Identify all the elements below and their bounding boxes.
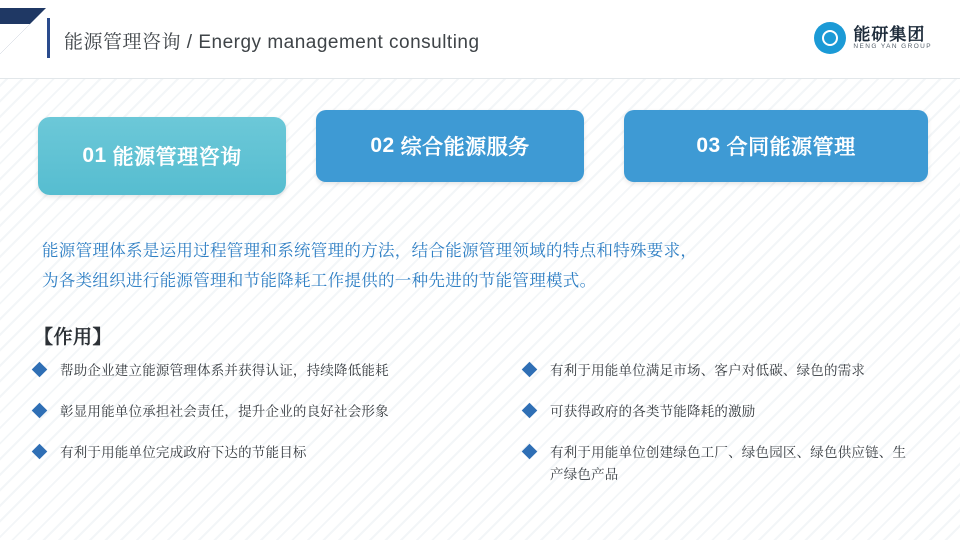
company-logo (814, 22, 932, 54)
header-accent-bar (47, 18, 50, 58)
bullet-columns (34, 360, 934, 505)
diamond-bullet-icon (522, 444, 538, 460)
tab-2-label: 综合能源服务 (400, 136, 530, 159)
list-item-label: 有利于用能单位创建绿色工厂、绿色园区、绿色供应链、生产绿色产品 (550, 445, 907, 482)
tab-1-label: 能源管理咨询 (112, 146, 242, 169)
intro-line-1: 能源管理体系是运用过程管理和系统管理的方法，结合能源管理领域的特点和特殊要求， (42, 242, 698, 260)
tab-2-number: 02 (370, 134, 395, 157)
list-item (524, 360, 934, 382)
tab-bar (38, 110, 928, 194)
bullet-column-left (34, 360, 484, 505)
header-divider (0, 78, 960, 79)
list-item (34, 360, 484, 382)
page-title: 能源管理咨询 / Energy management consulting (64, 32, 480, 53)
tab-energy-management-consulting[interactable] (38, 117, 286, 195)
tab-3-label: 合同能源管理 (726, 136, 856, 159)
list-item (524, 401, 934, 423)
logo-circle-icon (814, 22, 846, 54)
logo-name-en: NENG YAN GROUP (853, 42, 932, 50)
list-item-label: 有利于用能单位完成政府下达的节能目标 (60, 445, 307, 460)
tab-3-number: 03 (696, 134, 721, 157)
diamond-bullet-icon (522, 403, 538, 419)
list-item-label: 有利于用能单位满足市场、客户对低碳、绿色的需求 (550, 363, 866, 378)
diamond-bullet-icon (32, 444, 48, 460)
tab-1-number: 01 (82, 144, 107, 167)
section-heading: 【作用】 (34, 327, 113, 348)
bullet-column-right (484, 360, 934, 505)
slide-header (0, 0, 960, 78)
logo-name-cn: 能研集团 (853, 24, 926, 44)
corner-decoration-icon (0, 8, 46, 54)
list-item (34, 442, 484, 464)
list-item-label: 可获得政府的各类节能降耗的激励 (550, 404, 756, 419)
tab-energy-performance-contracting[interactable] (624, 110, 928, 182)
intro-paragraph (42, 236, 922, 296)
list-item-label: 帮助企业建立能源管理体系并获得认证，持续降低能耗 (60, 363, 389, 378)
list-item (524, 442, 934, 486)
diamond-bullet-icon (522, 362, 538, 378)
intro-line-2: 为各类组织进行能源管理和节能降耗工作提供的一种先进的节能管理模式。 (42, 272, 597, 290)
diamond-bullet-icon (32, 403, 48, 419)
list-item-label: 彰显用能单位承担社会责任，提升企业的良好社会形象 (60, 404, 389, 419)
list-item (34, 401, 484, 423)
tab-integrated-energy-service[interactable] (316, 110, 584, 182)
diamond-bullet-icon (32, 362, 48, 378)
